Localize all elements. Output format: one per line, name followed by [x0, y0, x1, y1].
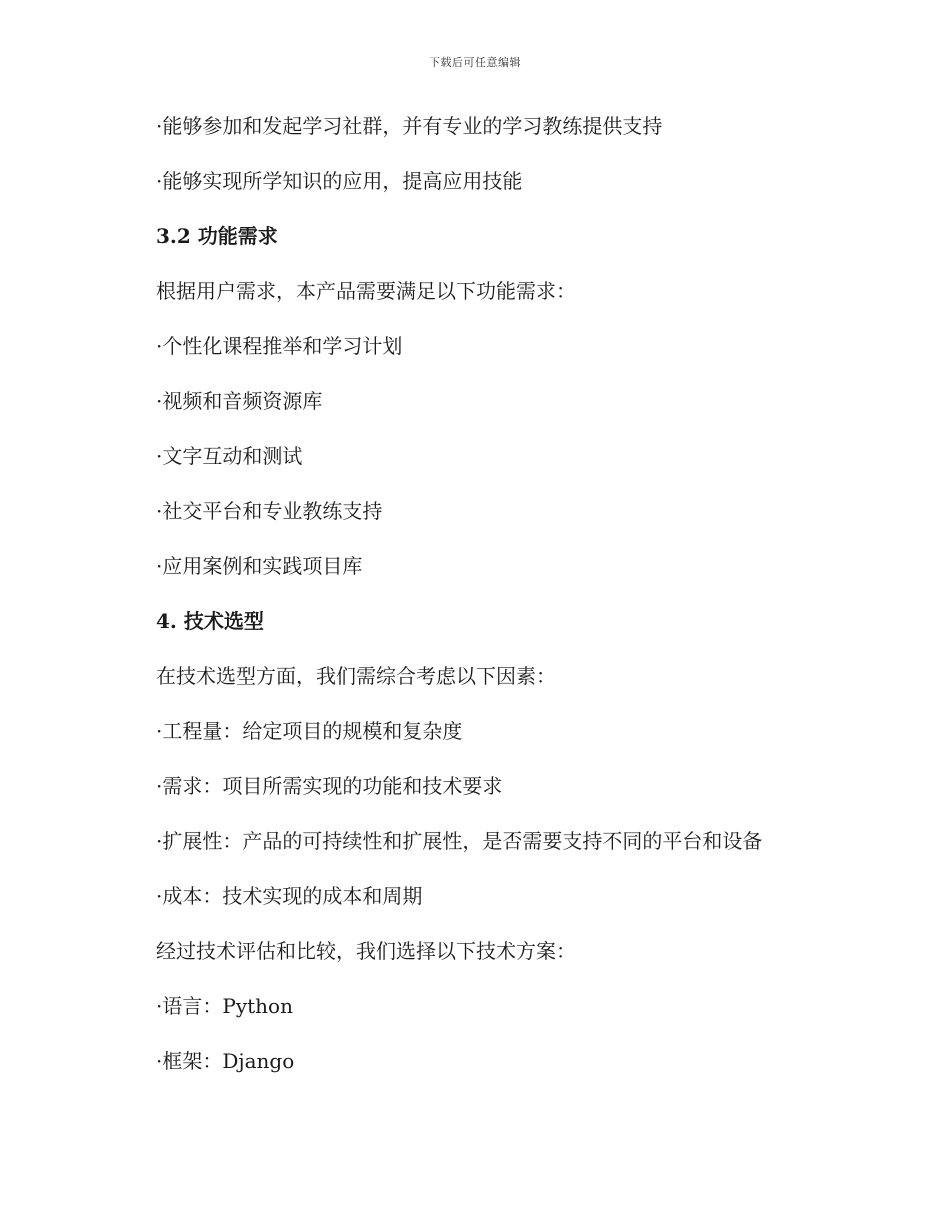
bullet-item: · 能够参加和发起学习社群，并有专业的学习教练提供支持 [156, 108, 856, 163]
page-header: 下载后可任意编辑 [429, 56, 521, 69]
bullet-item: · 应用案例和实践项目库 [156, 548, 856, 603]
section-heading: 4. 技术选型 [156, 609, 264, 633]
bullet-item: · 个性化课程推举和学习计划 [156, 328, 856, 383]
section-heading: 3.2 功能需求 [156, 224, 278, 248]
paragraph: 根据用户需求，本产品需要满足以下功能需求： [156, 279, 576, 303]
bullet-item: · 能够实现所学知识的应用，提高应用技能 [156, 163, 856, 218]
bullet-item: · 文字互动和测试 [156, 438, 856, 493]
bullet-item: · 需求：项目所需实现的功能和技术要求 [156, 768, 856, 823]
bullet-item: · 成本：技术实现的成本和周期 [156, 878, 856, 933]
bullet-item: · 社交平台和专业教练支持 [156, 493, 856, 548]
paragraph: 在技术选型方面，我们需综合考虑以下因素： [156, 664, 556, 688]
document-body [156, 108, 856, 1098]
bullet-item: · 扩展性：产品的可持续性和扩展性，是否需要支持不同的平台和设备 [156, 823, 856, 878]
bullet-item: · 视频和音频资源库 [156, 383, 856, 438]
bullet-item: · 工程量：给定项目的规模和复杂度 [156, 713, 856, 768]
bullet-item: · 框架：Django [156, 1043, 856, 1098]
paragraph: 经过技术评估和比较，我们选择以下技术方案： [156, 939, 576, 963]
bullet-item: · 语言：Python [156, 988, 856, 1043]
